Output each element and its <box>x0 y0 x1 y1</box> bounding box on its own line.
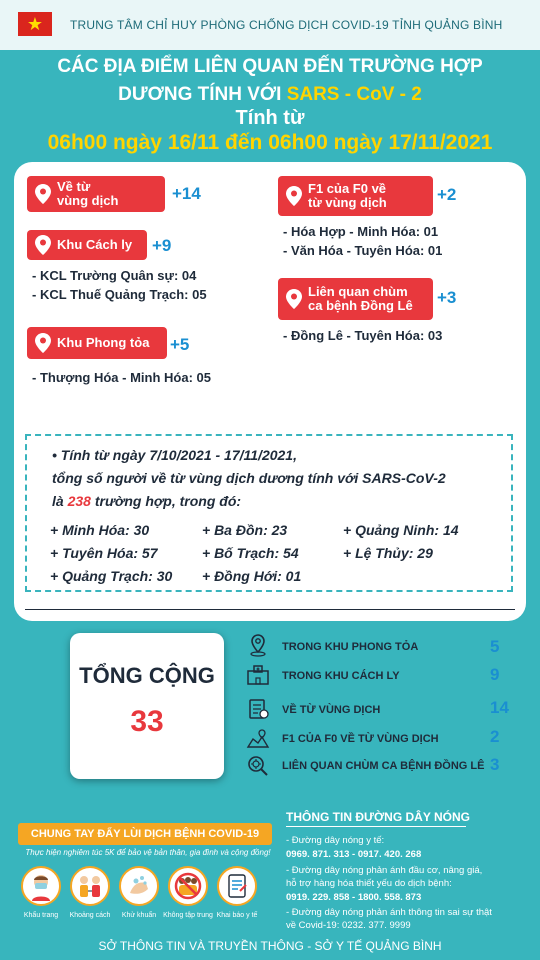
vietnam-flag-icon: ★ <box>18 12 52 36</box>
date-range: 06h00 ngày 16/11 đến 06h00 ngày 17/11/2021 <box>47 131 493 154</box>
caption: Khoảng cách <box>69 912 111 919</box>
count-ve-tu-vung-dich: +14 <box>172 184 201 203</box>
summary-label: F1 CỦA F0 VỀ TỪ VÙNG DỊCH <box>282 733 439 745</box>
hotline-text: hỗ trợ hàng hóa thiết yếu do dịch bệnh: <box>286 878 452 889</box>
distance-icon <box>70 866 110 906</box>
count-f1-cua-f0: +2 <box>437 185 457 204</box>
stat-item: + Tuyên Hóa: 57 <box>50 545 158 561</box>
disinfect-icon <box>119 866 159 906</box>
divider <box>25 609 515 610</box>
tag-label: Về từ vùng dịch <box>57 179 119 208</box>
list-f1-cua-f0 <box>283 222 442 260</box>
stat-item: + Quảng Trạch: 30 <box>50 568 173 584</box>
count-chum-dong-le: +3 <box>437 288 457 307</box>
no-gathering-icon <box>168 866 208 906</box>
location-pin-icon <box>35 235 51 255</box>
footer: SỞ THÔNG TIN VÀ TRUYỀN THÔNG - SỞ Y TẾ QUẢNG BÌNH <box>98 939 442 953</box>
summary-label: LIÊN QUAN CHÙM CA BỆNH ĐỒNG LÊ <box>282 760 485 772</box>
list-chum-dong-le <box>283 326 442 345</box>
list-item: - Đồng Lê - Tuyên Hóa: 03 <box>283 328 443 343</box>
tag-khu-phong-toa <box>27 327 167 359</box>
list-item: - Thượng Hóa - Minh Hóa: 05 <box>32 370 211 385</box>
location-pin-icon <box>35 333 51 353</box>
summary-label: VỀ TỪ VÙNG DỊCH <box>282 704 381 716</box>
tag-label: F1 của F0 về từ vùng dịch <box>308 181 387 210</box>
map-icon <box>246 727 270 751</box>
since-label: Tính từ <box>235 107 305 129</box>
hotline-numbers: 0969. 871. 313 - 0917. 420. 268 <box>286 849 422 860</box>
summary-value: 5 <box>490 637 500 656</box>
stat-item: + Lệ Thủy: 29 <box>343 545 433 561</box>
stat-item: + Ba Đồn: 23 <box>202 522 288 538</box>
list-khu-cach-ly <box>32 266 207 304</box>
hotline-text: - Đường dây nóng phản ánh đầu cơ, nâng giá, <box>286 865 483 876</box>
tag-label: Khu Cách ly <box>57 237 133 252</box>
caption: Không tập trung <box>163 912 213 919</box>
hotline-text: - Đường dây nóng phản ánh thông tin sai sự thật <box>286 907 492 918</box>
list-item: - KCL Trường Quân sự: 04 <box>32 268 197 283</box>
tag-f1-cua-f0 <box>278 176 433 216</box>
tag-label: Liên quan chùm ca bệnh Đồng Lê <box>308 284 413 313</box>
stat-item: + Minh Hóa: 30 <box>50 522 150 538</box>
location-pin-icon <box>286 186 302 206</box>
summary-value: 9 <box>490 665 500 684</box>
caption: Khai báo y tế <box>216 912 258 919</box>
checklist-icon <box>246 697 270 721</box>
campaign-subtitle: Thực hiện nghiêm túc 5K để bảo vệ bản thân, gia đình và cộng đồng! <box>25 848 271 857</box>
summary-value: 3 <box>490 755 500 774</box>
campaign-banner: CHUNG TAY ĐẨY LÙI DỊCH BỆNH COVID-19 <box>18 823 272 845</box>
hotline-underline <box>286 826 466 827</box>
summary-label: TRONG KHU PHONG TỎA <box>282 641 419 653</box>
cumulative-line2: tổng số người về từ vùng dịch dương tính với SARS-CoV-2 <box>52 470 446 486</box>
tag-ve-tu-vung-dich <box>27 176 165 212</box>
summary-value: 2 <box>490 727 500 746</box>
stat-item: + Bố Trạch: 54 <box>202 545 299 561</box>
count-khu-phong-toa: +5 <box>170 335 190 354</box>
tag-chum-dong-le <box>278 278 433 320</box>
health-declaration-icon <box>217 866 257 906</box>
cumulative-line1: • Tính từ ngày 7/10/2021 - 17/11/2021, <box>52 447 297 463</box>
location-pin-icon <box>286 289 302 309</box>
hotline-numbers: 0919. 229. 858 - 1800. 558. 873 <box>286 892 422 903</box>
hotline-text: - Đường dây nóng y tế: <box>286 835 385 846</box>
virus-name: SARS - CoV - 2 <box>286 84 422 105</box>
hotline-text: về Covid-19: 0232. 377. 9999 <box>286 920 411 931</box>
stat-item: + Đồng Hới: 01 <box>202 568 302 584</box>
hospital-icon <box>246 663 270 687</box>
caption: Khử khuẩn <box>121 912 157 919</box>
total-value: 33 <box>130 705 164 738</box>
location-pin-icon <box>35 184 51 204</box>
mask-icon <box>21 866 61 906</box>
organization-name: TRUNG TÂM CHỈ HUY PHÒNG CHỐNG DỊCH COVID-19 TỈNH QUẢNG BÌNH <box>70 18 503 32</box>
cumulative-total: 238 <box>67 493 91 509</box>
summary-value: 14 <box>490 698 509 717</box>
main-title-line2: DƯƠNG TÍNH VỚI SARS - CoV - 2 <box>118 84 422 105</box>
count-khu-cach-ly: +9 <box>152 236 172 255</box>
list-item: - Hóa Hợp - Minh Hóa: 01 <box>283 224 439 239</box>
summary-label: TRONG KHU CÁCH LY <box>282 670 400 682</box>
list-khu-phong-toa <box>32 368 211 387</box>
main-title-line1: CÁC ĐỊA ĐIỂM LIÊN QUAN ĐẾN TRƯỜNG HỢP <box>57 56 483 77</box>
location-icon <box>246 633 270 657</box>
hotline-title: THÔNG TIN ĐƯỜNG DÂY NÓNG <box>286 810 470 824</box>
stat-item: + Quảng Ninh: 14 <box>343 522 459 538</box>
list-item: - Văn Hóa - Tuyên Hóa: 01 <box>283 243 443 258</box>
total-label: TỔNG CỘNG <box>79 663 215 688</box>
cumulative-line3: là 238 trường hợp, trong đó: <box>52 493 242 509</box>
tag-khu-cach-ly <box>27 230 147 260</box>
tag-label: Khu Phong tỏa <box>57 335 150 350</box>
search-virus-icon <box>246 754 270 778</box>
total-box <box>70 633 224 779</box>
list-item: - KCL Thuế Quảng Trạch: 05 <box>32 287 207 302</box>
caption: Khẩu trang <box>23 912 59 919</box>
